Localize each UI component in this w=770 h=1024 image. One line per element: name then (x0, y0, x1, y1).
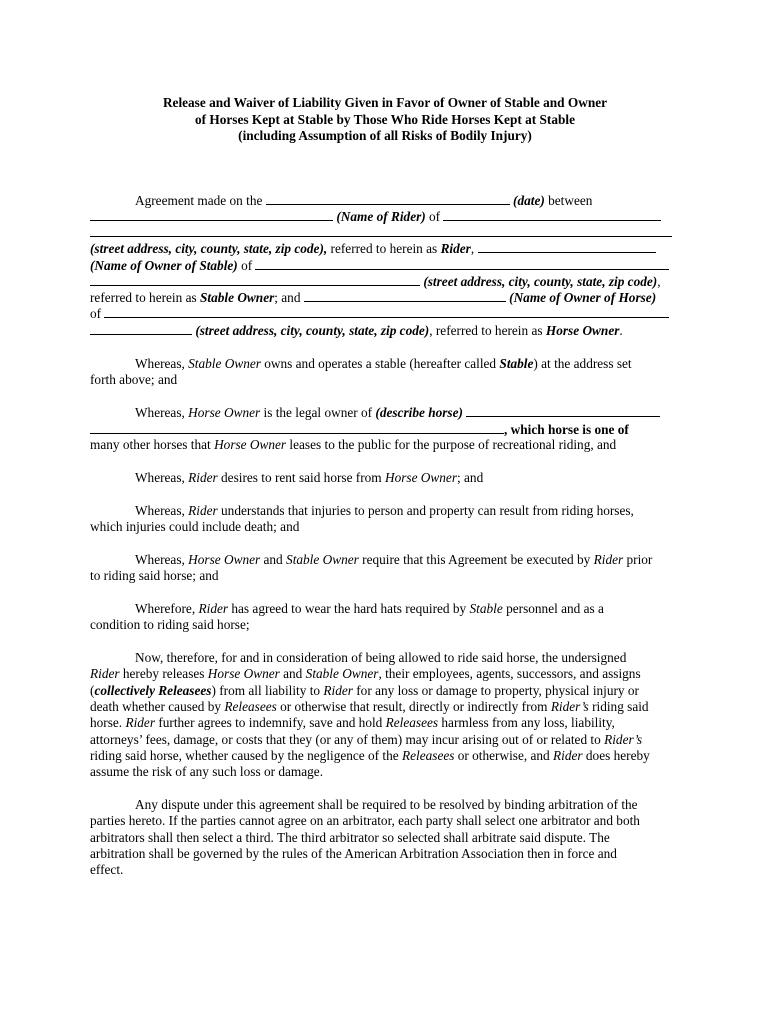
p5-line-1 (90, 552, 680, 569)
intro-line-3 (90, 224, 680, 242)
text-span: of (429, 209, 441, 224)
p5-line-2: to riding said horse; and (90, 568, 219, 583)
text-span: Horse Owner (188, 405, 261, 420)
p7-line-5 (90, 715, 680, 732)
text-span: does hereby (582, 748, 650, 763)
text-span: Stable Owner (305, 666, 379, 681)
p7-line-2 (90, 666, 680, 683)
text-span: for any loss or damage to property, physical injury or (352, 683, 639, 698)
text-span: ) from all liability to (211, 683, 324, 698)
p8-line-4: arbitration shall be governed by the rules of the American Arbitration Association then in force and (90, 846, 617, 861)
p6-line-2: condition to riding said horse; (90, 617, 250, 632)
text-span: Stable Owner (286, 552, 359, 567)
text-span: (street address, city, county, state, zip code) (195, 323, 430, 338)
text-span: Horse Owner (188, 552, 261, 567)
text-span: Releasees (224, 699, 277, 714)
intro-line-4 (90, 240, 680, 258)
horse-owner-address-field-2[interactable] (90, 322, 192, 335)
text-span: of (90, 306, 102, 321)
rider-name-field[interactable] (90, 208, 333, 221)
text-span: Stable (499, 356, 534, 371)
text-span: require that this Agreement be executed by (358, 552, 594, 567)
intro-line-2 (90, 208, 680, 226)
horse-owner-address-field-1[interactable] (104, 305, 669, 318)
document-title (90, 95, 680, 145)
p7-line-4 (90, 699, 680, 716)
text-span: Agreement made on the (135, 193, 263, 208)
text-span: (Name of Rider) (336, 209, 426, 224)
text-span: , (470, 241, 475, 256)
text-span: , which horse is one of (504, 422, 629, 437)
text-span: (date) (513, 193, 545, 208)
text-span: , their employees, agents, successors, and assigns (378, 666, 641, 681)
text-span: Horse Owner (545, 323, 620, 338)
text-span: horse. (90, 715, 126, 730)
text-span: Releasees (385, 715, 439, 730)
p8-line-2: parties hereto. If the parties cannot agree on an arbitrator, each party shall select one arbitrator and both (90, 813, 640, 828)
p7-line-7 (90, 748, 680, 765)
text-span: riding said (588, 699, 649, 714)
text-span: , referred to herein as (429, 323, 543, 338)
p7-line-1: Now, therefore, for and in consideration of being allowed to ride said horse, the undersigned (135, 650, 627, 665)
text-span: (street address, city, county, state, zip code) (423, 274, 658, 289)
stable-owner-address-field-2[interactable] (90, 273, 420, 286)
p1-line-1 (90, 356, 680, 373)
text-span: ( (90, 683, 95, 698)
text-span: leases to the public for the purpose of recreational riding, and (286, 437, 617, 452)
p4-line-2: which injuries could include death; and (90, 519, 300, 534)
text-span: ) at the address set (533, 356, 632, 371)
text-span: is the legal owner of (260, 405, 376, 420)
text-span: (Name of Owner of Stable) (90, 258, 238, 273)
text-span: many other horses that (90, 437, 215, 452)
p6-line-1 (90, 601, 680, 618)
intro-line-7 (90, 289, 680, 307)
p7-line-8: assume the risk of any such loss or damage. (90, 764, 324, 779)
text-span: Rider (188, 503, 218, 518)
title-line-3: (including Assumption of all Risks of Bodily Injury) (238, 128, 532, 143)
text-span: understands that injuries to person and property can result from riding horses, (217, 503, 634, 518)
text-span: Horse Owner (214, 437, 287, 452)
intro-line-9 (90, 322, 680, 340)
text-span: desires to rent said horse from (217, 470, 385, 485)
text-span: harmless from any loss, liability, (438, 715, 615, 730)
text-span: Rider (188, 470, 218, 485)
text-span: referred to herein as (90, 290, 197, 305)
text-span: or otherwise that result, directly or indirectly from (276, 699, 551, 714)
p3-line-1 (90, 470, 680, 487)
stable-owner-name-field-1[interactable] (478, 240, 656, 253)
p7-line-3 (90, 683, 680, 700)
p2-line-2 (90, 421, 680, 439)
p8-line-1: Any dispute under this agreement shall be required to be resolved by binding arbitration of the (135, 797, 638, 812)
text-span: , (657, 274, 661, 289)
text-span: Rider (198, 601, 229, 616)
text-span: of (241, 258, 253, 273)
text-span: Rider (125, 715, 155, 730)
p8-line-5: effect. (90, 862, 124, 877)
text-span: riding said horse, whether caused by the negligence of the (90, 748, 403, 763)
intro-line-1 (90, 192, 680, 210)
text-span: Whereas, (135, 405, 189, 420)
horse-description-field-2[interactable] (90, 421, 504, 434)
text-span: (street address, city, county, state, zip code), (90, 241, 328, 256)
text-span: Rider (553, 748, 583, 763)
text-span: referred to herein as (330, 241, 438, 256)
text-span: Stable Owner (188, 356, 261, 371)
text-span: death whether caused by (90, 699, 225, 714)
text-span: has agreed to wear the hard hats required by (228, 601, 470, 616)
text-span: Rider’s (550, 699, 589, 714)
title-line-2: of Horses Kept at Stable by Those Who Ride Horses Kept at Stable (195, 111, 575, 127)
text-span: Whereas, (135, 552, 189, 567)
text-span: attorneys’ fees, damage, or costs that they (or any of them) may incur arising out of or related to (90, 732, 605, 747)
p8-line-3: arbitrators shall then select a third. The third arbitrator so selected shall arbitrate said dispute. The (90, 830, 610, 845)
text-span: Rider (593, 552, 624, 567)
intro-line-8 (90, 305, 680, 323)
text-span: Releasees (402, 748, 455, 763)
text-span: further agrees to indemnify, save and hold (155, 715, 386, 730)
stable-owner-address-field-1[interactable] (255, 257, 669, 270)
text-span: Stable (469, 601, 503, 616)
text-span: hereby releases (119, 666, 208, 681)
text-span: between (548, 193, 593, 208)
text-span: Stable Owner (200, 290, 275, 305)
text-span: Rider (90, 666, 120, 681)
p1-line-2: forth above; and (90, 372, 178, 387)
text-span: . (619, 323, 623, 338)
horse-description-field-1[interactable] (466, 404, 660, 417)
text-span: Rider (323, 683, 353, 698)
text-span: Horse Owner (384, 470, 458, 485)
text-span: Rider (440, 241, 471, 256)
date-field[interactable] (266, 192, 510, 205)
p2-line-1 (90, 404, 680, 422)
rider-address-field-2[interactable] (90, 224, 672, 237)
intro-line-6 (90, 273, 680, 291)
rider-address-field-1[interactable] (443, 208, 661, 221)
text-span: and (260, 552, 287, 567)
text-span: Whereas, (135, 503, 189, 518)
text-span: Rider’s (604, 732, 643, 747)
text-span: collectively Releasees (94, 683, 212, 698)
horse-owner-name-field[interactable] (304, 289, 506, 302)
text-span: (Name of Owner of Horse) (509, 290, 657, 305)
text-span: owns and operates a stable (hereafter called (260, 356, 500, 371)
p4-line-1 (90, 503, 680, 520)
text-span: personnel and as a (502, 601, 604, 616)
text-span: Wherefore, (135, 601, 199, 616)
text-span: (describe horse) (375, 405, 463, 420)
text-span: and (279, 666, 306, 681)
text-span: ; and (274, 290, 301, 305)
text-span: Whereas, (135, 356, 189, 371)
text-span: Horse Owner (207, 666, 280, 681)
p2-line-3 (90, 437, 680, 454)
title-line-1: Release and Waiver of Liability Given in Favor of Owner of Stable and Owner (162, 95, 608, 110)
text-span: or otherwise, and (454, 748, 554, 763)
text-span: Whereas, (135, 470, 189, 485)
text-span: ; and (457, 470, 484, 485)
intro-line-5 (90, 257, 680, 275)
text-span: prior (623, 552, 653, 567)
p7-line-6 (90, 732, 680, 749)
